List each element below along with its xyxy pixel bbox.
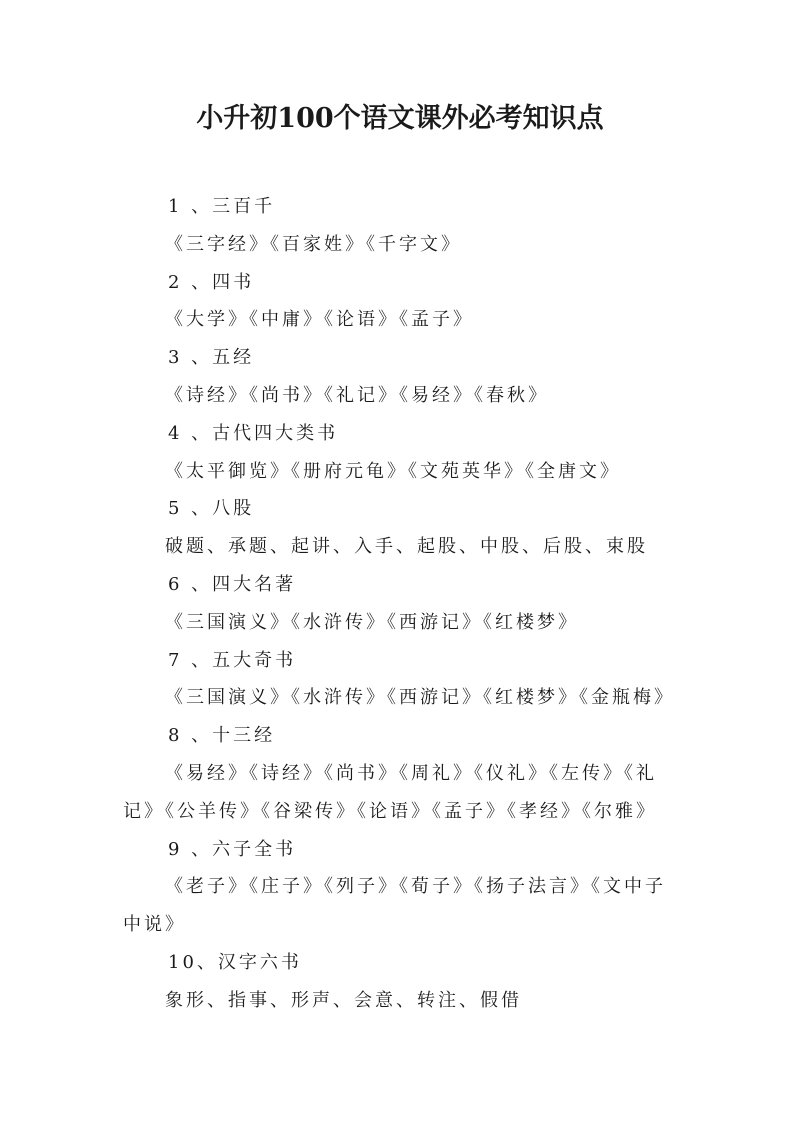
item-body-7: 《三国演义》《水浒传》《西游记》《红楼梦》《金瓶梅》 [165,687,675,709]
item-heading-10: 10、汉字六书 [168,951,302,973]
item-heading-6: 6 、四大名著 [168,573,297,595]
document-title: 小升初100个语文课外必考知识点 [196,103,604,134]
item-body-2: 《大学》《中庸》《论语》《孟子》 [165,309,474,331]
item-heading-5: 5 、八股 [168,498,255,520]
item-body-4: 《太平御览》《册府元龟》《文苑英华》《全唐文》 [165,460,621,482]
item-body-3: 《诗经》《尚书》《礼记》《易经》《春秋》 [165,384,549,406]
item-heading-1: 1 、三百千 [168,196,276,217]
item-heading-2: 2 、四书 [168,271,255,293]
item-body-6: 《三国演义》《水浒传》《西游记》《红楼梦》 [165,611,579,633]
item-heading-3: 3 、五经 [168,347,255,369]
item-heading-4: 4 、古代四大类书 [168,422,339,444]
item-body-9-line-2: 中说》 [123,914,186,936]
item-body-9-line-1: 《老子》《庄子》《列子》《荀子》《扬子法言》《文中子 [165,876,666,898]
item-heading-7: 7 、五大奇书 [168,649,297,671]
item-heading-8: 8 、十三经 [168,725,276,747]
item-body-8-line-2: 记》《公羊传》《谷梁传》《论语》《孟子》《孝经》《尔雅》 [123,800,657,822]
item-heading-9: 9 、六子全书 [168,838,297,860]
item-body-5: 破题、承题、起讲、入手、起股、中股、后股、束股 [165,536,648,558]
document-content [123,188,693,1020]
item-body-10: 象形、指事、形声、会意、转注、假借 [165,989,522,1011]
item-body-1: 《三字经》《百家姓》《千字文》 [165,233,462,255]
item-body-8-line-1: 《易经》《诗经》《尚书》《周礼》《仪礼》《左传》《礼 [165,762,657,784]
